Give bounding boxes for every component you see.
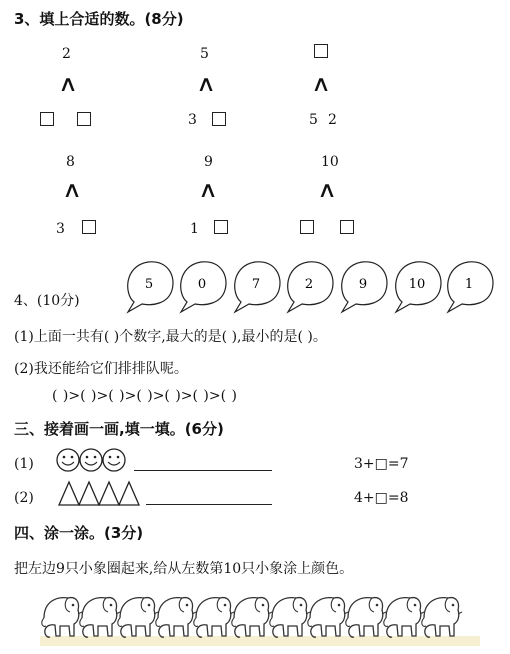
- number-bubble: [181, 262, 226, 312]
- elephant-row: [40, 588, 480, 648]
- pattern1-equation: 3+□=7: [354, 456, 409, 472]
- drawing-blank-1[interactable]: [134, 456, 272, 471]
- q4-label: 4、(10分): [14, 293, 80, 309]
- number-bubble: [235, 262, 280, 312]
- elephant-icon[interactable]: [156, 598, 196, 638]
- bond-top-value: 2: [62, 46, 71, 62]
- bond-right-blank[interactable]: [212, 112, 226, 126]
- bond-right-value: 2: [328, 112, 337, 128]
- bond-top-value: 9: [204, 154, 213, 170]
- bond-top-blank[interactable]: [314, 44, 328, 58]
- pattern1-label: (1): [14, 456, 34, 472]
- elephant-icon[interactable]: [232, 598, 272, 638]
- bond-branch-icon: ∧: [316, 178, 338, 203]
- triangle-icon: [119, 482, 139, 505]
- speech-bubble-row: [118, 258, 494, 316]
- bond-right-blank[interactable]: [82, 220, 96, 234]
- bond-right-blank[interactable]: [77, 112, 91, 126]
- bond-branch-icon: ∧: [310, 72, 332, 97]
- bond-top-value: 10: [321, 154, 339, 170]
- triangles: [58, 480, 144, 506]
- bubble-number: 0: [197, 277, 207, 292]
- elephant-icon[interactable]: [42, 598, 82, 638]
- bond-branch-icon: ∧: [197, 178, 219, 203]
- q4-line2: (2)我还能给它们排排队呢。: [14, 361, 188, 377]
- triangle-icon: [79, 482, 99, 505]
- bond-left-value: 3: [188, 112, 197, 128]
- elephant-icon[interactable]: [384, 598, 424, 638]
- bubble-number: 10: [408, 277, 426, 292]
- bond-top-value: 8: [66, 154, 75, 170]
- elephant-icon[interactable]: [80, 598, 120, 638]
- pattern2-label: (2): [14, 490, 34, 506]
- smiley-faces: [56, 447, 128, 473]
- elephant-icon[interactable]: [270, 598, 310, 638]
- bond-branch-icon: ∧: [57, 72, 79, 97]
- bond-right-blank[interactable]: [214, 220, 228, 234]
- q4-line1: (1)上面一共有( )个数字,最大的是( ),最小的是( )。: [14, 329, 327, 345]
- bond-branch-icon: ∧: [61, 178, 83, 203]
- number-bubble: [448, 262, 493, 312]
- elephant-icon[interactable]: [194, 598, 234, 638]
- elephant-icon[interactable]: [118, 598, 158, 638]
- bond-left-value: 1: [190, 221, 199, 237]
- bond-branch-icon: ∧: [195, 72, 217, 97]
- number-bubble: [396, 262, 441, 312]
- bubble-number: 2: [304, 277, 314, 292]
- pattern2-equation: 4+□=8: [354, 490, 409, 506]
- bubble-number: 1: [464, 277, 474, 292]
- bubble-number: 5: [144, 277, 154, 292]
- number-bubble: [342, 262, 387, 312]
- s4-heading: 四、涂一涂。(3分): [14, 524, 144, 542]
- s3-heading: 三、接着画一画,填一填。(6分): [14, 420, 224, 438]
- order-blanks[interactable]: ( )>( )>( )>( )>( )>( )>( ): [52, 388, 238, 404]
- elephant-icon[interactable]: [346, 598, 386, 638]
- drawing-blank-2[interactable]: [146, 490, 272, 505]
- bubble-number: 7: [251, 277, 261, 292]
- bond-left-blank[interactable]: [300, 220, 314, 234]
- triangle-icon: [59, 482, 79, 505]
- elephant-icon[interactable]: [422, 598, 462, 638]
- elephant-icon[interactable]: [308, 598, 348, 638]
- bubble-number: 9: [358, 277, 368, 292]
- number-bubble: [128, 262, 173, 312]
- bond-top-value: 5: [200, 46, 209, 62]
- q3-heading: 3、填上合适的数。(8分): [14, 10, 184, 28]
- bond-left-value: 3: [56, 221, 65, 237]
- bond-left-blank[interactable]: [40, 112, 54, 126]
- ground-strip: [40, 636, 480, 646]
- bond-right-blank[interactable]: [340, 220, 354, 234]
- s4-instruction: 把左边9只小象圈起来,给从左数第10只小象涂上颜色。: [14, 561, 354, 577]
- smiley-icon: [57, 449, 79, 471]
- bond-left-value: 5: [309, 112, 318, 128]
- smiley-icon: [103, 449, 125, 471]
- triangle-icon: [99, 482, 119, 505]
- smiley-icon: [80, 449, 102, 471]
- number-bubble: [288, 262, 333, 312]
